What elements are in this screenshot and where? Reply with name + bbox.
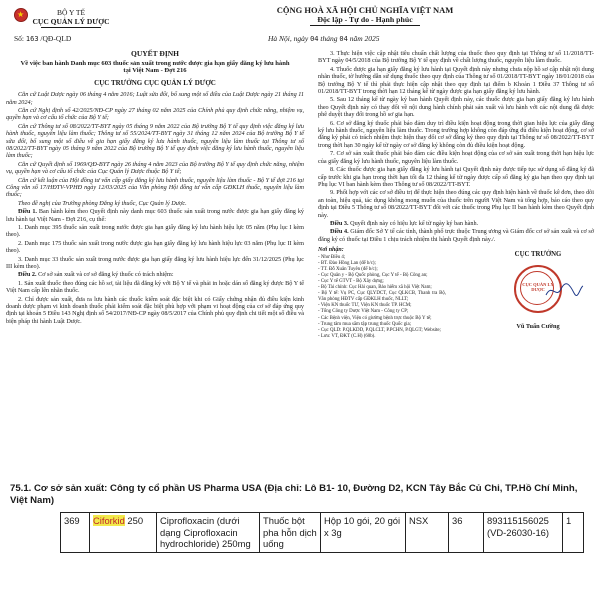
issue-date xyxy=(268,34,379,43)
recipient: - Trung tâm mua sắm tập trung thuốc Quốc gia; xyxy=(318,321,412,327)
signer-name: Vũ Tuấn Cường xyxy=(516,322,560,330)
recipient: - Lưu: VT, ĐKT (C.H) (60b). xyxy=(318,333,376,339)
article-4-text: Giám đốc Sở Y tế các tỉnh, thành phố trực thuộc Trung ương và Giám đốc cơ sở sản xuất và cơ sở đăng ký có thuốc tại Điều 1 chịu trách nhiệm thi hành Quyết định này./. xyxy=(318,228,595,243)
date-day: 04 xyxy=(310,35,319,43)
signature-block xyxy=(486,251,590,330)
recipient: - Cục Y tế GTVT - Bộ Xây dựng; xyxy=(318,278,384,284)
article-2-text: Cơ sở sản xuất và cơ sở đăng ký thuốc có trách nhiệm: xyxy=(38,271,174,279)
article-2-item: 7. Cơ sở sản xuất thuốc phải báo đảm các điều kiện hoạt động của cơ sở sản xuất trong thời hạn hiệu lực của giấy đăng ký lưu hành thuốc, nguyên liệu làm thuốc. xyxy=(318,150,594,165)
article-3-text: Quyết định này có hiệu lực kể từ ngày ký ban hành. xyxy=(350,219,479,227)
recipient: - Cục QLD: P.QLKDD, P.QLCLT, P.PCHN, P.QLGT; Website; xyxy=(318,327,441,333)
cell-active-ingredient: Ciprofloxacin (dưới dạng Ciprofloxacin hydrochloride) 250mg xyxy=(157,513,260,553)
decision-subject: Về việc ban hành Danh mục 603 thuốc sản xuất trong nước được gia hạn giấy đăng ký lưu hành tại Việt Nam - Đợt 216 xyxy=(20,59,290,75)
product-table xyxy=(60,512,584,553)
legal-basis: Căn cứ Thông tư số 08/2022/TT-BYT ngày 05 tháng 9 năm 2022 của Bộ trưởng Bộ Y tế quy định việc đăng ký lưu hành thuốc, nguyên liệu làm thuốc; Thông tư số 55/2024/TT-BYT ngày 31 tháng 12 năm 2024 của Bộ trưởng Bộ Y tế sửa đổi, bổ sung một số điều về gia hạn giấy đăng ký lưu hành thuốc, nguyên liệu làm thuốc tại Thông tư số 08/2022/TT-BYT ngày 05 tháng 9 năm 2022 của Bộ trưởng Bộ Y tế quy định việc đăng ký lưu hành thuốc, nguyên liệu làm thuốc; xyxy=(6,122,304,160)
signature-icon xyxy=(544,281,584,301)
recipient: - Viện KN thuốc TƯ, Viện KN thuốc TP. HCM; xyxy=(318,303,412,309)
recipient: - Bộ Y tế: Vụ PC, Cục QLYDCT, Cục QLKCB, Thanh tra Bộ, Văn phòng HĐTV cấp GĐKLH thuốc, NLLT; xyxy=(318,291,446,303)
legal-basis: Căn cứ Nghị định số 42/2025/NĐ-CP ngày 27 tháng 02 năm 2025 của Chính phủ quy định chức năng, nhiệm vụ, quyền hạn và cơ cấu tổ chức của Bộ Y tế; xyxy=(6,106,304,122)
article-4-heading: Điều 4. xyxy=(330,228,349,236)
product-strength: 250 xyxy=(127,515,144,526)
issuer-title: CỤC TRƯỞNG CỤC QUẢN LÝ DƯỢC xyxy=(94,78,216,87)
article-1-item: 2. Danh mục 175 thuốc sản xuất trong nước được gia hạn giấy đăng ký lưu hành hiệu lực 03 năm (Phụ lục II kèm theo). xyxy=(6,239,304,255)
article-2-item: 4. Thuốc được gia hạn giấy đăng ký lưu hành tại Quyết định này nhưng chưa nộp hồ sơ cập nhật nội dung nhãn thuốc, tờ hướng dẫn sử dụng thuốc theo quy định của Thông tư số 01/2018/TT-BYT ngày 18/01/2018 của Bộ trưởng Bộ Y tế thì phải thực hiện cập nhật theo quy định tại điểm b Khoản 1 Điều 37 Thông tư số 01/2018/TT-BYT trong thời hạn 12 tháng kể từ ngày được gia hạn giấy đăng ký lưu hành. xyxy=(318,65,594,96)
article-2 xyxy=(6,271,304,278)
article-2-item: 5. Sau 12 tháng kể từ ngày ký ban hành Quyết định này, các thuốc được gia hạn giấy đăng ký lưu hành theo Quyết định này có thay đổi về nội dung hành chính phải sản xuất và lưu hành với các nội dung đã được phê duyệt thay đổi trong hồ sơ gia hạn. xyxy=(318,96,594,119)
article-2-item: 2. Chỉ được sản xuất, đưa ra lưu hành các thuốc kiểm soát đặc biệt khi có Giấy chứng nhận đủ điều kiện kinh doanh dược phạm vi kinh doanh thuốc phải kiểm soát đặc biệt phù hợp với phạm vi hoạt động của cơ sở đáp ứng quy định tại khoản 5 Điều 143 Nghị định số 54/2017/NĐ-CP ngày 08/5/2017 của Chính phủ quy định chi tiết một số điều và biện pháp thi hành Luật Dược. xyxy=(6,295,304,325)
right-column xyxy=(318,50,594,397)
article-4 xyxy=(318,228,594,243)
article-1-text: Ban hành kèm theo Quyết định này danh mục 603 thuốc sản xuất trong nước được gia hạn giấy đăng ký lưu hành tại Việt Nam - Đợt 216, cụ thể: xyxy=(6,208,305,223)
article-1-item: 3. Danh mục 33 thuốc sản xuất trong nước được gia hạn giấy đăng ký lưu hành hiệu lực đến 31/12/2025 (Phụ lục III kèm theo). xyxy=(6,255,304,271)
recipient: - BT. Đào Hồng Lan (để b/c); xyxy=(318,260,376,266)
article-2-item: 6. Cơ sở đăng ký thuốc phải báo đảm duy trì điều kiện hoạt động trong thời gian hiệu lực của giấy đăng ký lưu hành thuốc, nguyên liệu làm thuốc. Trong trường hợp không còn đáp ứng đủ điều kiện hoạt động, cơ sở đăng ký phải có trách nhiệm thực hiện thay đổi cơ sở đăng ký theo quy định tại Thông tư số 08/2022/TT-BYT trong thời hạn 30 ngày kể từ ngày cơ sở đăng ký không còn đủ điều kiện hoạt động. xyxy=(318,119,594,149)
doc-no-suffix: /QĐ-QLD xyxy=(40,34,72,43)
recipients-label: Nơi nhận: xyxy=(318,247,344,254)
doc-no-prefix: Số: xyxy=(14,34,25,43)
cell-shelf-life: 36 xyxy=(449,513,484,553)
legal-basis: Căn cứ Luật Dược ngày 06 tháng 4 năm 2016; Luật sửa đổi, bổ sung một số điều của Luật Dược ngày 21 tháng 11 năm 2024; xyxy=(6,91,304,106)
date-month: 04 xyxy=(339,35,348,43)
article-2-item: 3. Thực hiện việc cập nhật tiêu chuẩn chất lượng của thuốc theo quy định tại Thông tư số 11/2018/TT-BYT ngày 04/5/2018 của Bộ trưởng Bộ Y tế quy định về chất lượng thuốc, nguyên liệu làm thuốc. xyxy=(318,50,594,65)
recipient: - Các Bệnh viện, Viện có giường bệnh trực thuộc Bộ Y tế; xyxy=(318,315,432,321)
article-3 xyxy=(318,220,594,227)
doc-no-value: 163 xyxy=(25,35,39,43)
date-year: năm 2025 xyxy=(349,34,380,43)
left-column xyxy=(6,50,304,326)
nation-name: CỘNG HOÀ XÃ HỘI CHỦ NGHĨA VIỆT NAM xyxy=(276,5,454,15)
article-2-item: 1. Sản xuất thuốc theo đúng các hồ sơ, tài liệu đã đăng ký với Bộ Y tế và phải in hoặc dán số đăng ký được Bộ Y tế Việt Nam cấp lên nhãn thuốc. xyxy=(6,279,304,295)
seal-text: CỤC QUẢN LÝ DƯỢC xyxy=(522,281,554,292)
product-name-highlight: Ciforkid xyxy=(93,515,125,526)
motto-divider xyxy=(310,25,420,26)
recipient: - Bộ Tài chính: Cục Hải quan, Bảo hiểm xã hội Việt Nam; xyxy=(318,285,432,291)
ministry-name: BỘ Y TẾ xyxy=(56,8,86,17)
header-divider xyxy=(41,27,101,28)
article-2-heading: Điều 2. xyxy=(18,271,37,279)
legal-basis: Căn cứ kết luận của Hội đồng tư vấn cấp giấy đăng ký lưu hành thuốc, nguyên liệu làm thuốc - Bộ Y tế đợt 216 tại Công văn số 17/HĐTV-VPHĐ ngày 12/03/2025 của Văn phòng Hội đồng tư vấn cấp GĐKLH thuốc, nguyên liệu làm thuốc; xyxy=(6,176,304,199)
article-1-heading: Điều 1. xyxy=(18,208,37,216)
article-2-item: 8. Các thuốc được gia hạn giấy đăng ký lưu hành tại Quyết định này được tiếp tục sử dụng số đăng ký đã cấp trước khi gia hạn trong thời hạn tối đa 12 tháng kể từ ngày được cấp số đăng ký gia hạn theo quy định tại Phụ lục VI ban hành kèm theo Thông tư số 08/2022/TT-BYT. xyxy=(318,166,594,188)
cell-product-name xyxy=(90,513,157,553)
recipient: - Như Điều 4; xyxy=(318,254,346,260)
article-3-heading: Điều 3. xyxy=(330,219,349,227)
cell-standard: NSX xyxy=(406,513,449,553)
recipients-and-signature xyxy=(318,247,594,397)
recipient: - Tổng Công ty Dược Việt Nam - Công ty CP; xyxy=(318,309,409,315)
cell-registration-number: 893115156025 (VD-26030-16) xyxy=(484,513,563,553)
table-row xyxy=(61,513,584,553)
signer-title: CỤC TRƯỞNG xyxy=(514,251,562,259)
article-1 xyxy=(6,208,304,223)
recipients-list xyxy=(318,255,446,340)
legal-basis: Căn cứ Quyết định số 1969/QĐ-BYT ngày 26 tháng 4 năm 2023 của Bộ trưởng Bộ Y tế quy định chức năng, nhiệm vụ, quyền hạn và cơ cấu tổ chức của Cục Quản lý Dược thuộc Bộ Y tế; xyxy=(6,160,304,176)
date-prefix: Hà Nội, ngày xyxy=(268,34,309,43)
date-month-label: tháng xyxy=(320,34,338,43)
legal-basis: Theo đề nghị của Trưởng phòng Đăng ký thuốc, Cục Quản lý Dược. xyxy=(18,199,187,207)
agency-header xyxy=(6,6,136,28)
national-motto: Độc lập - Tự do - Hạnh phúc xyxy=(317,15,413,24)
agency-name: CỤC QUẢN LÝ DƯỢC xyxy=(32,17,110,26)
recipient: - Cục Quân y - Bộ Quốc phòng, Cục Y tế - Bộ Công an; xyxy=(318,272,428,278)
cell-group: 1 xyxy=(563,513,584,553)
decision-title: QUYẾT ĐỊNH xyxy=(131,49,179,58)
annex-section-heading: 75.1. Cơ sở sản xuất: Công ty cổ phần US Pharma USA (Địa chỉ: Lô B1- 10, Đường D2, KCN Tây Bắc Củ Chi, TP.Hồ Chí Minh, Việt Nam) xyxy=(10,483,578,506)
document-number xyxy=(14,34,71,43)
recipient: - TT. Đỗ Xuân Tuyên (để b/c); xyxy=(318,266,378,272)
cell-packaging: Hộp 10 gói, 20 gói x 3g xyxy=(321,513,406,553)
cell-dosage-form: Thuốc bột pha hỗn dịch uống xyxy=(260,513,321,553)
national-header xyxy=(200,5,530,26)
article-2-item: 9. Phối hợp với các cơ sở điều trị để thực hiện theo đúng các quy định hiện hành về thuốc kê đơn, theo dõi an toàn, hiệu quả, tác dụng không mong muốn của thuốc trên người Việt Nam và tổng hợp, báo cáo theo quy định tại Điều 5 Thông tư số 08/2022/TT-BYT đối với các thuốc trong Phụ lục II ban hành kèm theo Quyết định này. xyxy=(318,189,594,219)
article-1-item: 1. Danh mục 395 thuốc sản xuất trong nước được gia hạn giấy đăng ký lưu hành hiệu lực 05 năm (Phụ lục I kèm theo). xyxy=(6,224,304,239)
cell-stt: 369 xyxy=(61,513,90,553)
